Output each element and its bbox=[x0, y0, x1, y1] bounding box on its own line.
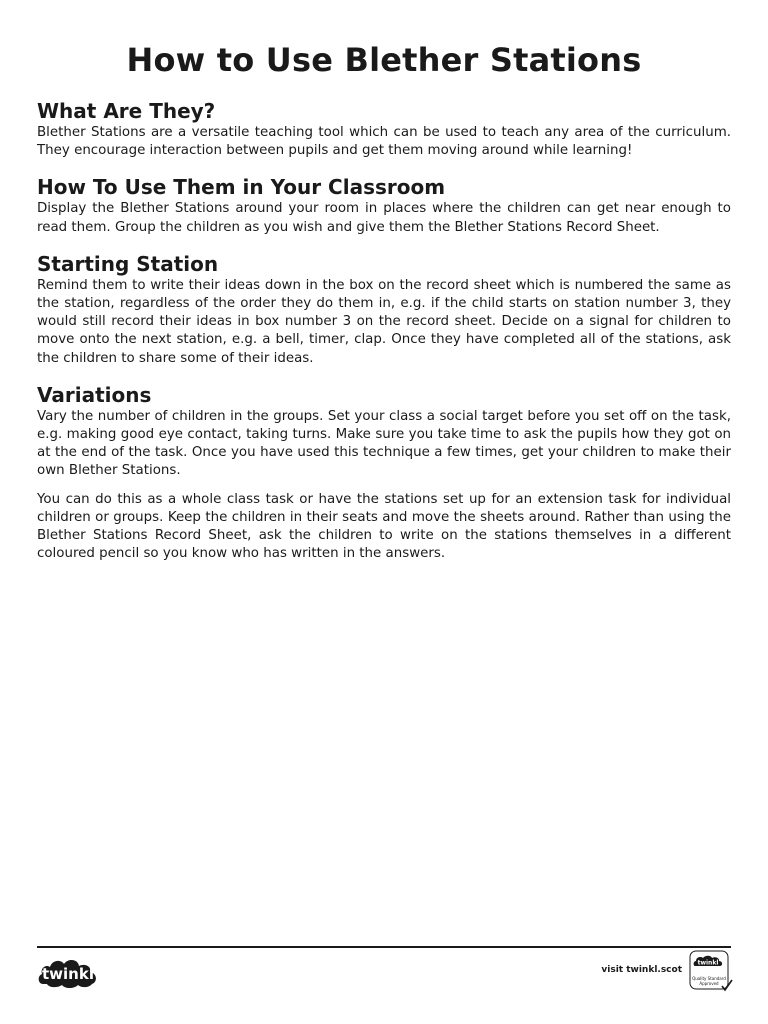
section-paragraph: Display the Blether Stations around your room in places where the children can get near enough to read them. Group the children as you wish and give them the Blether Stations Record Sheet. bbox=[37, 201, 731, 235]
section-how-to-use bbox=[37, 174, 731, 236]
badge-line1: Quality Standard bbox=[692, 976, 726, 981]
page-title: How to Use Blether Stations bbox=[126, 41, 642, 79]
section-paragraph: Remind them to write their ideas down in the box on the record sheet which is numbered the same as the station, regardless of the order they do them in, e.g. if the child starts on station number 3, they would still record their ideas in box number 3 on the record sheet. Decide on a signal for children to move onto the next station, e.g. a bell, timer, clap. Once they have completed all of the stations, ask the children to share some of their ideas. bbox=[37, 277, 731, 366]
quality-standard-badge bbox=[689, 950, 733, 992]
badge-line2: Approved bbox=[699, 981, 719, 986]
section-heading: What Are They? bbox=[37, 99, 216, 123]
footer-divider bbox=[37, 946, 731, 948]
logo-wordmark: twinkl bbox=[42, 965, 94, 983]
section-heading: How To Use Them in Your Classroom bbox=[37, 175, 446, 200]
section-variations bbox=[37, 382, 731, 564]
badge-brand: twinkl bbox=[697, 959, 719, 967]
section-starting-station bbox=[37, 251, 731, 368]
document-body bbox=[37, 98, 731, 577]
section-paragraph: Vary the number of children in the groups. Set your class a social target before you set off on the task, e.g. making good eye contact, taking turns. Make sure you take time to ask the pupils how they got on at the end of the task. Once you have used this technique a few times, get your children to make their own Blether Stations. bbox=[37, 408, 731, 479]
section-what-are-they bbox=[37, 98, 731, 160]
section-heading: Variations bbox=[37, 382, 152, 407]
section-paragraph: You can do this as a whole class task or have the stations set up for an extension task for individual children or groups. Keep the children in their seats and move the sheets around. Rather than using the Blether Stations Record Sheet, ask the children to write on the stations themselves in a different coloured pencil so you know who has written in the answers. bbox=[37, 491, 731, 562]
twinkl-logo[interactable] bbox=[37, 954, 99, 990]
section-paragraph: Blether Stations are a versatile teaching tool which can be used to teach any area of the curriculum. They encourage interaction between pupils and get them moving around while learning! bbox=[37, 125, 731, 159]
visit-link[interactable]: visit twinkl.scot bbox=[601, 965, 682, 975]
document-page bbox=[37, 0, 731, 1024]
section-heading: Starting Station bbox=[37, 251, 219, 276]
